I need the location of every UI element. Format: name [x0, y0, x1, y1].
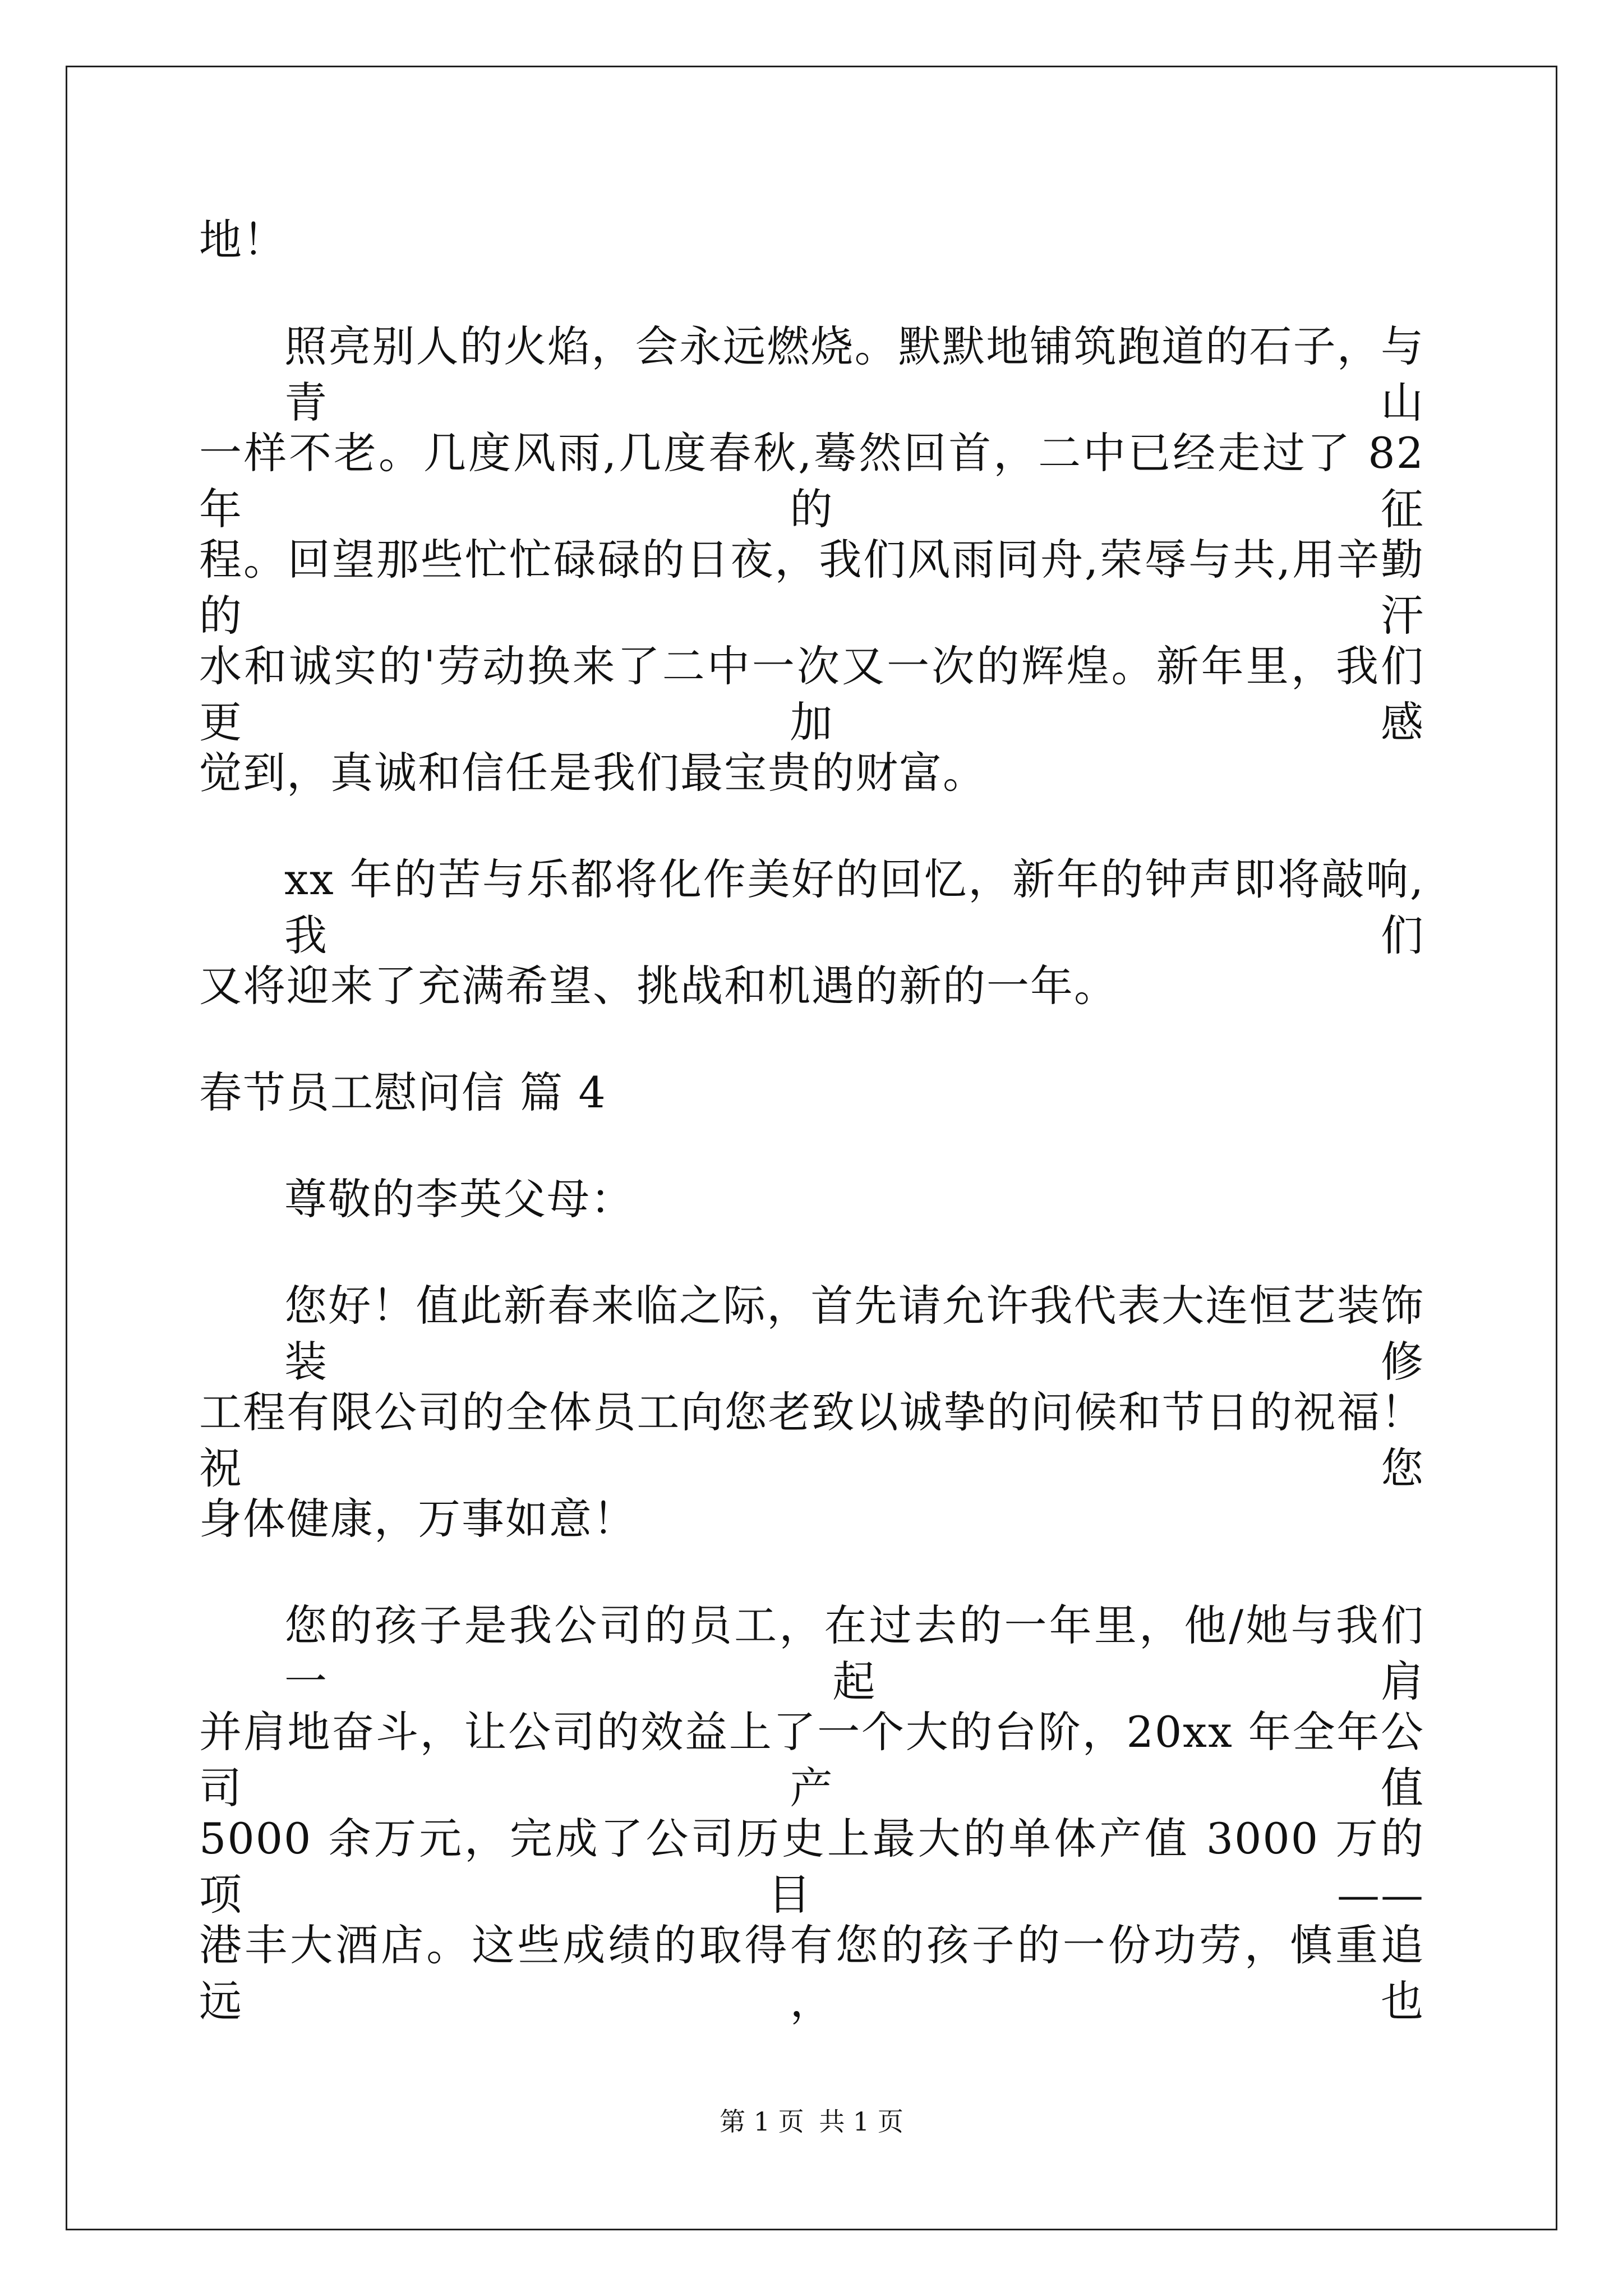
text-line: 5000 余万元，完成了公司历史上最大的单体产值 3000 万的项目——	[199, 1814, 1424, 1920]
text-line: 又将迎来了充满希望、挑战和机遇的新的一年。	[199, 961, 1118, 1011]
text-line: 程。回望那些忙忙碌碌的日夜，我们风雨同舟,荣辱与共,用辛勤的汗	[199, 535, 1424, 641]
text-line: 觉到，真诚和信任是我们最宝贵的财富。	[199, 748, 986, 798]
page-number: 第 1 页	[720, 2106, 804, 2137]
text-line: 您的孩子是我公司的员工，在过去的一年里，他/她与我们一起肩	[284, 1600, 1424, 1706]
text-line: xx 年的苦与乐都将化作美好的回忆，新年的钟声即将敲响,我们	[284, 854, 1424, 960]
text-line: 身体健康，万事如意！	[199, 1494, 637, 1544]
text-line: 工程有限公司的全体员工向您老致以诚挚的问候和节日的祝福！祝您	[199, 1387, 1424, 1493]
text-line: 您好！值此新春来临之际，首先请允许我代表大连恒艺装饰装修	[284, 1281, 1424, 1387]
page-total: 共 1 页	[819, 2106, 903, 2137]
salutation: 尊敬的李英父母：	[284, 1174, 634, 1224]
text-line: 地！	[199, 215, 287, 265]
text-line: 照亮别人的火焰，会永远燃烧。默默地铺筑跑道的石子，与青山	[284, 321, 1424, 427]
text-line: 港丰大酒店。这些成绩的取得有您的孩子的一份功劳，慎重追远，也	[199, 1920, 1424, 2026]
page-footer	[0, 2105, 1623, 2138]
text-line: 水和诚实的'劳动换来了二中一次又一次的辉煌。新年里，我们更加感	[199, 641, 1424, 747]
section-heading: 春节员工慰问信 篇 4	[199, 1068, 607, 1117]
text-line: 一样不老。几度风雨,几度春秋,蓦然回首，二中已经走过了 82 年的征	[199, 428, 1424, 534]
text-line: 并肩地奋斗，让公司的效益上了一个大的台阶，20xx 年全年公司产值	[199, 1707, 1424, 1813]
